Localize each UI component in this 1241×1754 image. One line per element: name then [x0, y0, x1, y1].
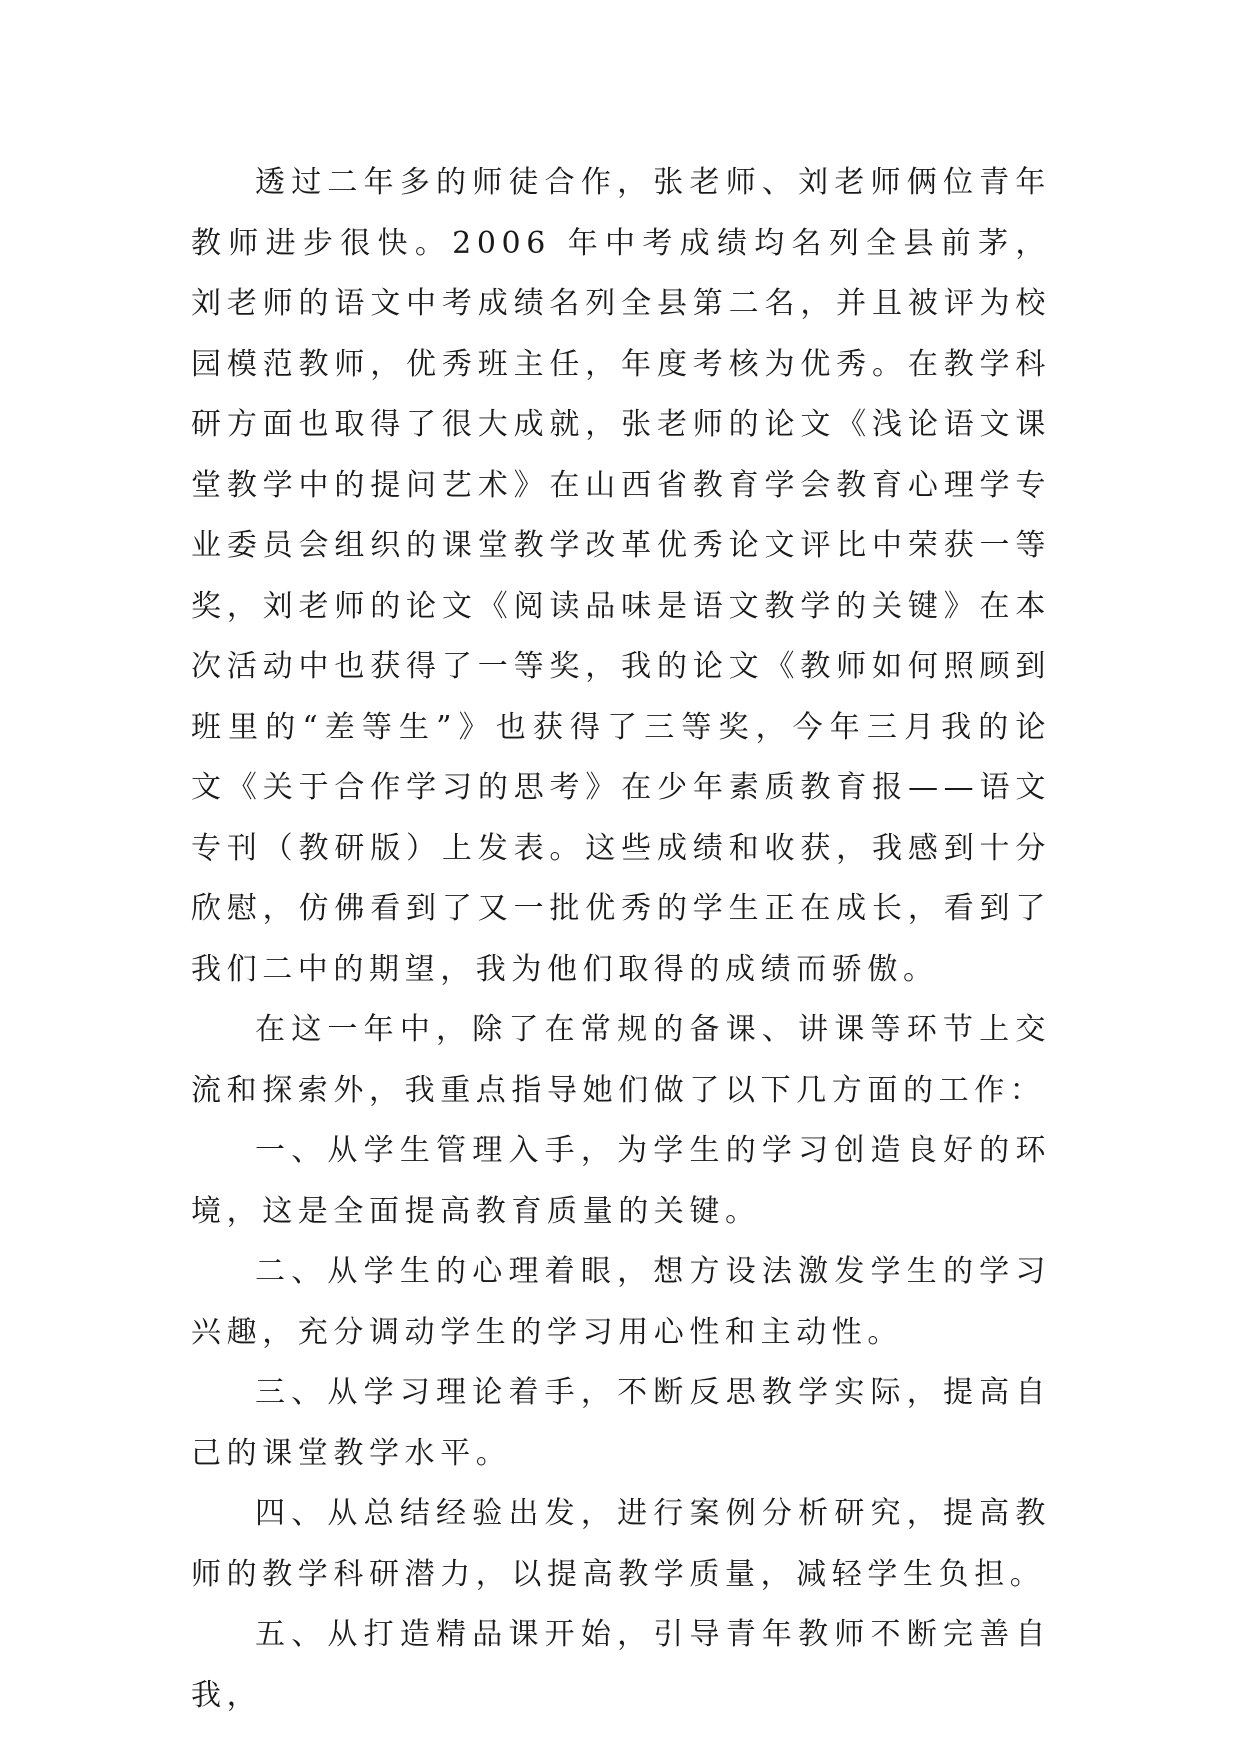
document-body [191, 153, 1051, 1726]
paragraph-item-four: 四、从总结经验出发，进行案例分析研究，提高教师的教学科研潜力，以提高教学质量，减轻学生负担。 [191, 1496, 1051, 1592]
paragraph-item-two: 二、从学生的心理着眼，想方设法激发学生的学习兴趣，充分调动学生的学习用心性和主动性。 [191, 1254, 1051, 1350]
paragraph-item-one: 一、从学生管理入手，为学生的学习创造良好的环境，这是全面提高教育质量的关键。 [191, 1133, 1051, 1229]
paragraph-item-three: 三、从学习理论着手，不断反思教学实际，提高自己的课堂教学水平。 [191, 1375, 1051, 1471]
paragraph-work-intro: 在这一年中，除了在常规的备课、讲课等环节上交流和探索外，我重点指导她们做了以下几方面的工作： [191, 1012, 1051, 1108]
paragraph-item-five: 五、从打造精品课开始，引导青年教师不断完善自我， [191, 1617, 1051, 1713]
paragraph-mentorship-results: 透过二年多的师徒合作，张老师、刘老师俩位青年教师进步很快。2006 年中考成绩均名列全县前茅，刘老师的语文中考成绩名列全县第二名，并且被评为校园模范教师，优秀班主任，年度考核为优秀。在教学科研方面也取得了很大成就，张老师的论文《浅论语文课堂教学中的提问艺术》在山西省教育学会教育心理学专业委员会组织的课堂教学改革优秀论文评比中荣获一等奖，刘老师的论文《阅读品味是语文教学的关键》在本次活动中也获得了一等奖，我的论文《教师如何照顾到班里的“差等生”》也获得了三等奖，今年三月我的论文《关于合作学习的思考》在少年素质教育报——语文专刊（教研版）上发表。这些成绩和收获，我感到十分欣慰，仿佛看到了又一批优秀的学生正在成长，看到了我们二中的期望，我为他们取得的成绩而骄傲。 [191, 165, 1051, 987]
